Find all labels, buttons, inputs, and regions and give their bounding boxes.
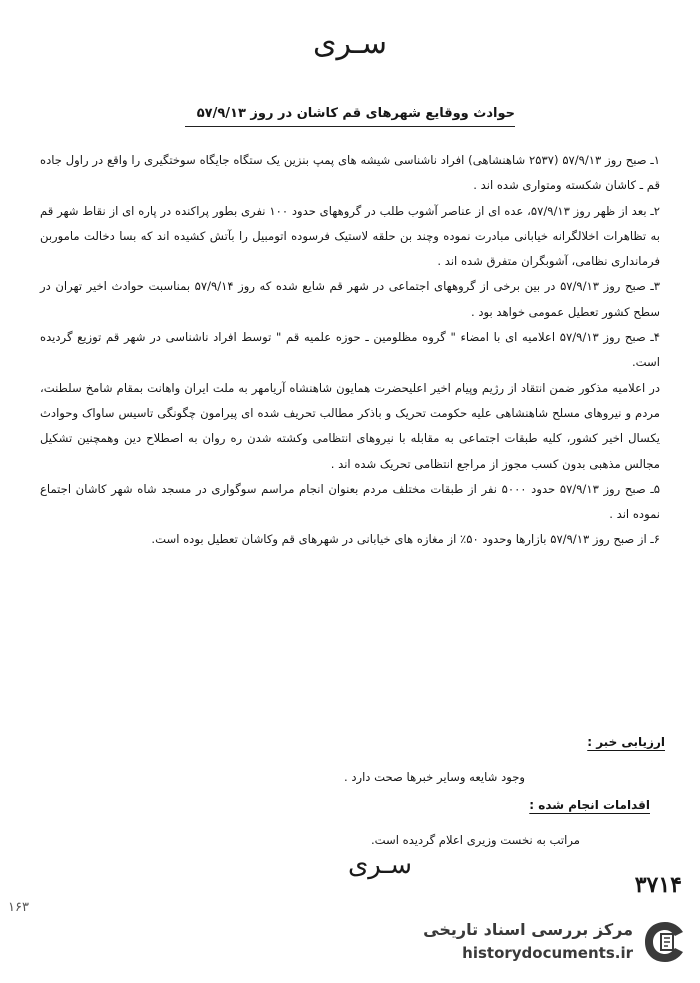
actions-text: مراتب به نخست وزیری اعلام گردیده است. xyxy=(370,833,580,847)
document-body xyxy=(40,148,660,553)
paragraph-2: ۲ـ بعد از ظهر روز ۵۷/۹/۱۳، عده ای از عناصر آشوب طلب در گروههای حدود ۱۰۰ نفری بطور پراکنده در پاره ای از نقاط شهر قم به تظاهرات اخلالگرانه خیابانی مبادرت نموده وچند بن حلقه لاستیک فرسوده اتومبیل را بآتش کشیده اند که بسا دخالت ماموربن فرمانداری نظامی، آشوبگران متفرق شده اند . xyxy=(40,203,660,269)
paragraph-1: ۱ـ صبح روز ۵۷/۹/۱۳ (۲۵۳۷ شاهنشاهی) افراد ناشناسی شیشه های پمپ بنزین یک ستگاه جایگاه سوختگیری را واقع در راول جاده قم ـ کاشان شکسته ومتواری شده اند . xyxy=(40,153,660,193)
classification-stamp-bottom: سـرى xyxy=(347,850,413,880)
classification-stamp-top: سـرى xyxy=(313,26,387,61)
paragraph-6: ۶ـ از صبح روز ۵۷/۹/۱۳ بازارها وحدود ۵۰٪ از مغازه های خیابانی در شهرهای قم وکاشان تعطیل بوده است. xyxy=(151,532,660,547)
paragraph-3: ۳ـ صبح روز ۵۷/۹/۱۳ در بین برخی از گروههای اجتماعی در شهر قم شایع شده که روز ۵۷/۹/۱۴ بمناسبت حوادث اخیر تهران در سطح کشور تعطیل عمومی خواهد بود . xyxy=(40,279,660,319)
archive-title: مرکز بررسی اسناد تاریخی xyxy=(423,920,633,939)
document-title: حوادث ووقایع شهرهای قم کاشان در روز ۵۷/۹/۱۳ xyxy=(196,106,515,121)
paragraph-5: ۵ـ صبح روز ۵۷/۹/۱۳ حدود ۵۰۰۰ نفر از طبقات مختلف مردم بعنوان انجام مراسم سوگواری در مسجد شاه شهر کاشان اجتماع نموده اند . xyxy=(40,481,660,522)
archive-url: historydocuments.ir xyxy=(462,944,633,962)
archive-watermark xyxy=(405,912,695,972)
paragraph-4: ۴ـ صبح روز ۵۷/۹/۱۳ اعلامیه ای با امضاء " گروه مظلومین ـ حوزه علمیه قم " توسط افراد ناشناسی در شهر قم توزیع گردیده است. xyxy=(40,330,660,370)
document-number: ۳۷۱۴ xyxy=(634,872,682,898)
assessment-text: وجود شایعه وسایر خبرها صحت دارد . xyxy=(343,770,525,784)
actions-heading: اقدامات انجام شده : xyxy=(529,798,650,812)
assessment-heading: ارزیابی خبر : xyxy=(587,735,665,749)
archive-logo-icon xyxy=(641,918,689,966)
title-underline xyxy=(185,126,515,127)
margin-note: ۱۶۳ xyxy=(8,900,29,915)
paragraph-4-continued: در اعلامیه مذکور ضمن انتقاد از رژیم وپیام اخیر اعلیحضرت همایون شاهنشاه آریامهر به ملت ایران واهانت بمقام شامخ سلطنت، مردم و نیروهای مسلح شاهنشاهی علیه حکومت تحریک و باذکر مطالب تحریف شده ای پیرامون چگونگی تاسیس ساواک وحوادث یکسال اخیر کشور، کلیه طبقات اجتماعی به مقابله با نیروهای انتظامی وکشته شدن ره روان به اصطلاح دین وهمچنین تشکیل مجالس مذهبی بدون کسب مجوز از مراجع انتظامی تحریک شده اند . xyxy=(40,380,660,471)
